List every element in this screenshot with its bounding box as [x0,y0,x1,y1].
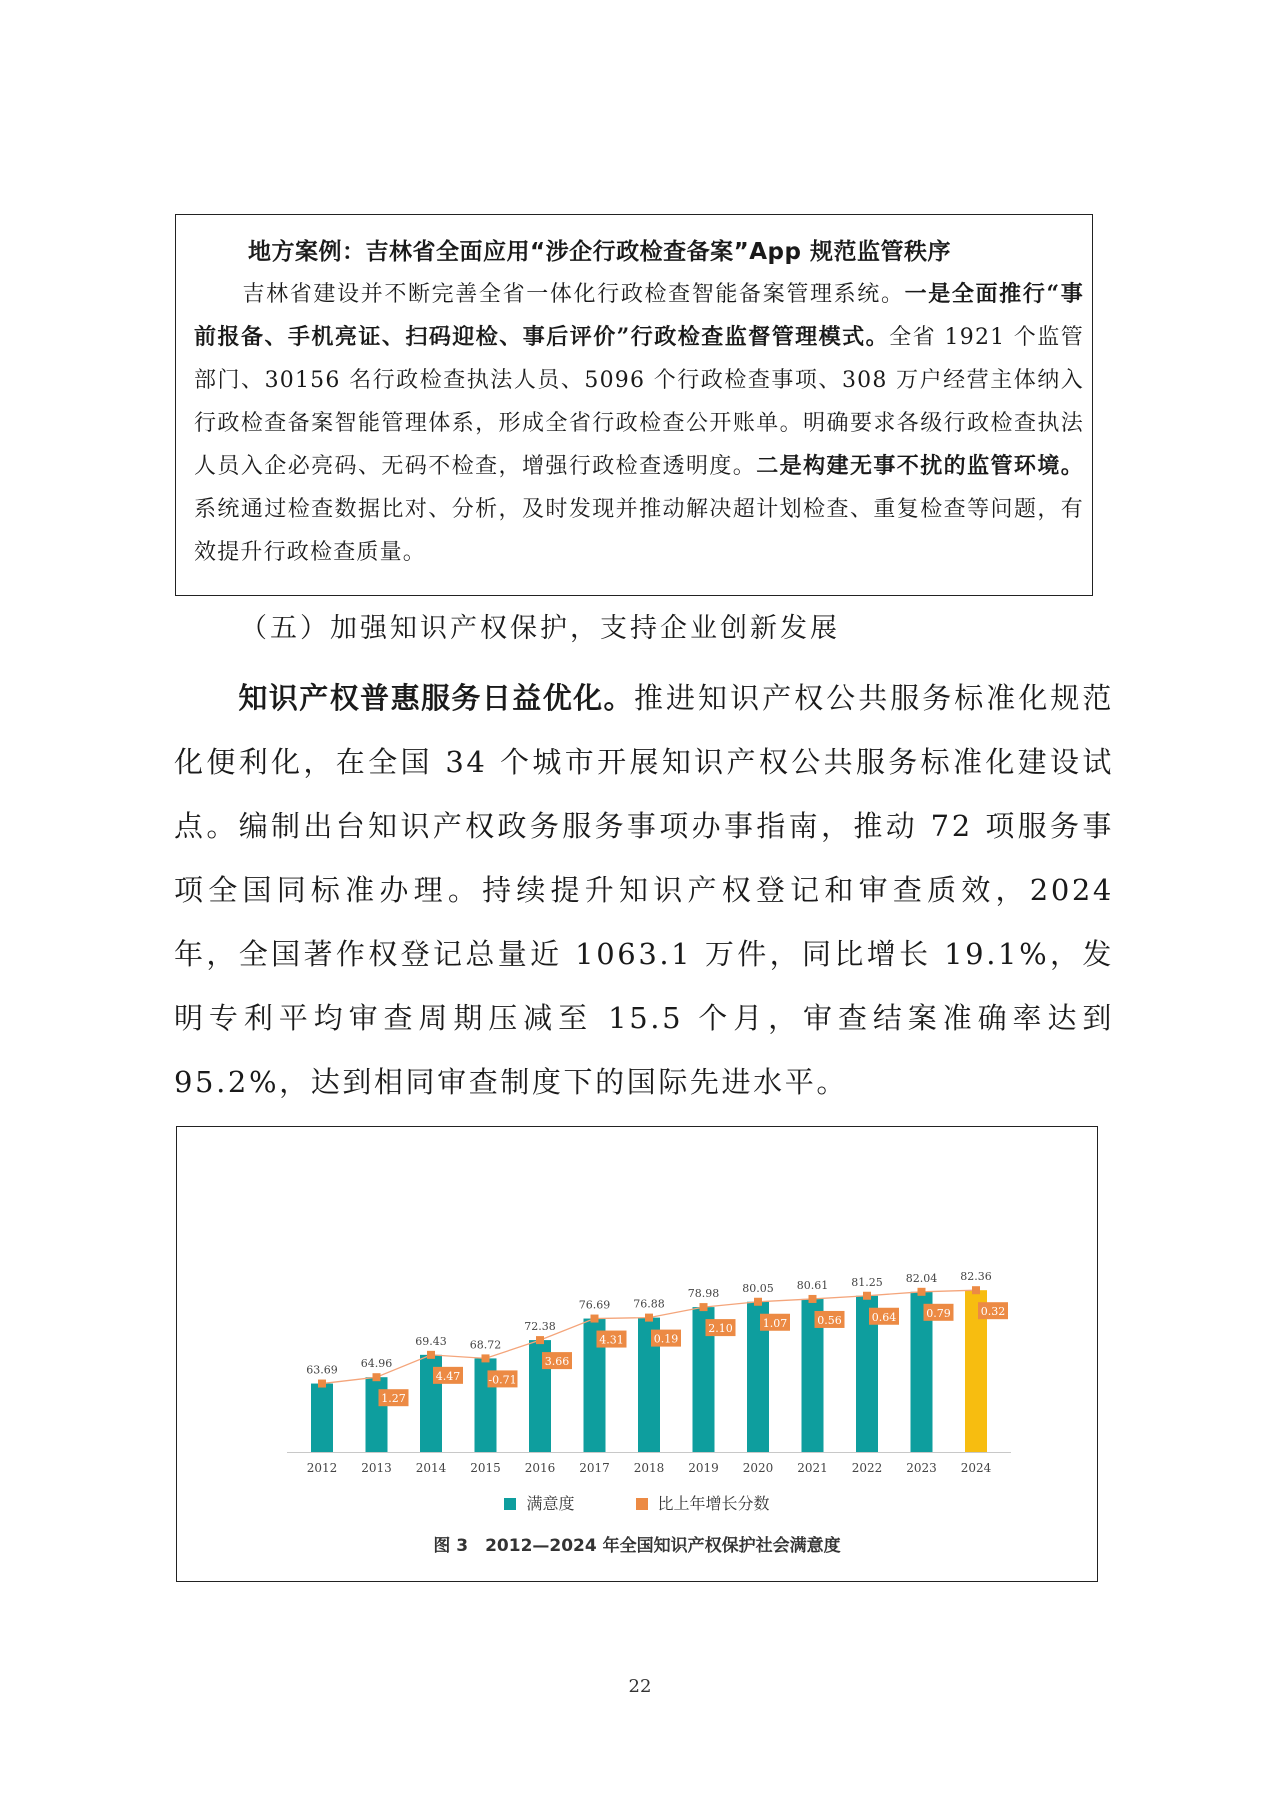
value-label-2020: 80.05 [742,1281,774,1295]
growth-point-2020 [754,1298,762,1306]
tick-label-2012: 2012 [306,1461,338,1475]
growth-label-2017: 4.31 [599,1333,624,1347]
growth-label-2023: 0.79 [926,1306,951,1320]
growth-label-2016: 3.66 [544,1355,570,1369]
page-number: 22 [628,1676,652,1697]
legend-swatch-bar [504,1498,516,1510]
growth-label-2015: -0.71 [488,1373,517,1387]
value-label-2016: 72.38 [524,1320,556,1334]
growth-point-2024 [972,1286,980,1294]
paragraph-lead: 知识产权普惠服务日益优化。 [238,681,634,715]
legend-label-growth: 比上年增长分数 [657,1494,770,1513]
growth-point-2023 [918,1288,926,1296]
case-text-3: 系统通过检查数据比对、分析，及时发现并推动解决超计划检查、重复检查等问题，有效提升行政检查质量。 [194,497,1084,565]
growth-label-2021: 0.56 [817,1313,842,1327]
case-text-2: 全省 1921 个监管部门、30156 名行政检查执法人员、5096 个行政检查事项、308 万户经营主体纳入行政检查备案智能管理体系，形成全省行政检查公开账单。明确要求各级行政检查执法人员入企必亮码、无码不检查，增强行政检查透明度。 [194,325,1084,479]
tick-label-2019: 2019 [688,1461,719,1475]
case-body [194,273,1084,574]
value-label-2021: 80.61 [796,1278,829,1292]
paragraph-text: 推进知识产权公共服务标准化规范化便利化，在全国 34 个城市开展知识产权公共服务标准化建设试点。编制出台知识产权政务服务事项办事指南，推动 72 项服务事项全国同标准办理。持续提升知识产权登记和审查质效，2024 年，全国著作权登记总量近 1063.1 万件，同比增长 19.1%，发明专利平均审查周期压减至 15.5 个月，审查结案准确率达到 95.2%，达到相同审查制度下的国际先进水平。 [174,681,1114,1099]
case-point-2: 二是构建无事不扰的监管环境。 [756,453,1084,479]
legend-swatch-growth [636,1498,648,1510]
growth-label-2018: 0.19 [653,1332,679,1346]
tick-label-2017: 2017 [579,1461,610,1475]
growth-point-2021 [809,1295,817,1303]
growth-label-2019: 2.10 [708,1322,733,1336]
value-label-2023: 82.04 [905,1271,938,1285]
section-heading: （五）加强知识产权保护，支持企业创新发展 [240,613,840,644]
case-title: 地方案例：吉林省全面应用“涉企行政检查备案”App 规范监管秩序 [248,239,951,265]
value-label-2014: 69.43 [415,1334,447,1348]
bar-2013 [366,1377,388,1452]
tick-label-2020: 2020 [742,1461,774,1475]
growth-point-2019 [700,1303,708,1311]
case-text-1: 吉林省建设并不断完善全省一体化行政检查智能备案管理系统。 [242,282,905,307]
body-paragraph [174,666,1114,1114]
local-case-box [175,214,1093,596]
tick-label-2022: 2022 [851,1461,883,1475]
value-label-2022: 81.25 [851,1275,883,1289]
growth-label-2013: 1.27 [381,1392,406,1406]
growth-point-2018 [645,1314,653,1322]
value-label-2019: 78.98 [687,1287,720,1301]
tick-label-2013: 2013 [361,1461,392,1475]
value-label-2013: 64.96 [360,1357,393,1371]
value-label-2024: 82.36 [960,1270,992,1284]
value-label-2015: 68.72 [469,1338,502,1352]
tick-label-2015: 2015 [470,1461,501,1475]
growth-point-2012 [318,1380,326,1388]
figure-box [176,1126,1098,1582]
case-point-1: 一是全面推行“事前报备、手机亮证、扫码迎检、事后评价”行政检查监督管理模式。 [194,281,1084,350]
figure-caption: 图 3 2012—2024 年全国知识产权保护社会满意度 [433,1536,841,1556]
legend-item-growth [636,1491,770,1514]
growth-label-2022: 0.64 [871,1310,897,1324]
bar-2012 [311,1384,333,1452]
growth-point-2017 [591,1315,599,1323]
tick-label-2024: 2024 [960,1461,992,1475]
value-label-2012: 63.69 [306,1363,338,1377]
tick-label-2018: 2018 [633,1461,665,1475]
tick-label-2014: 2014 [415,1461,447,1475]
growth-point-2014 [427,1351,435,1359]
growth-point-2022 [863,1292,871,1300]
tick-label-2021: 2021 [797,1461,828,1475]
tick-label-2023: 2023 [906,1461,937,1475]
chart-legend [177,1491,1097,1514]
growth-label-2020: 1.07 [762,1316,788,1330]
growth-point-2013 [373,1373,381,1381]
growth-label-2014: 4.47 [435,1369,461,1383]
value-label-2018: 76.88 [633,1297,665,1311]
value-label-2017: 76.69 [578,1298,611,1312]
tick-label-2016: 2016 [524,1461,556,1475]
legend-item-satisfaction [504,1491,574,1514]
growth-point-2016 [536,1336,544,1344]
growth-point-2015 [482,1354,490,1362]
satisfaction-chart [177,1127,1097,1487]
legend-label-satisfaction: 满意度 [526,1494,575,1513]
growth-label-2024: 0.32 [980,1305,1006,1319]
